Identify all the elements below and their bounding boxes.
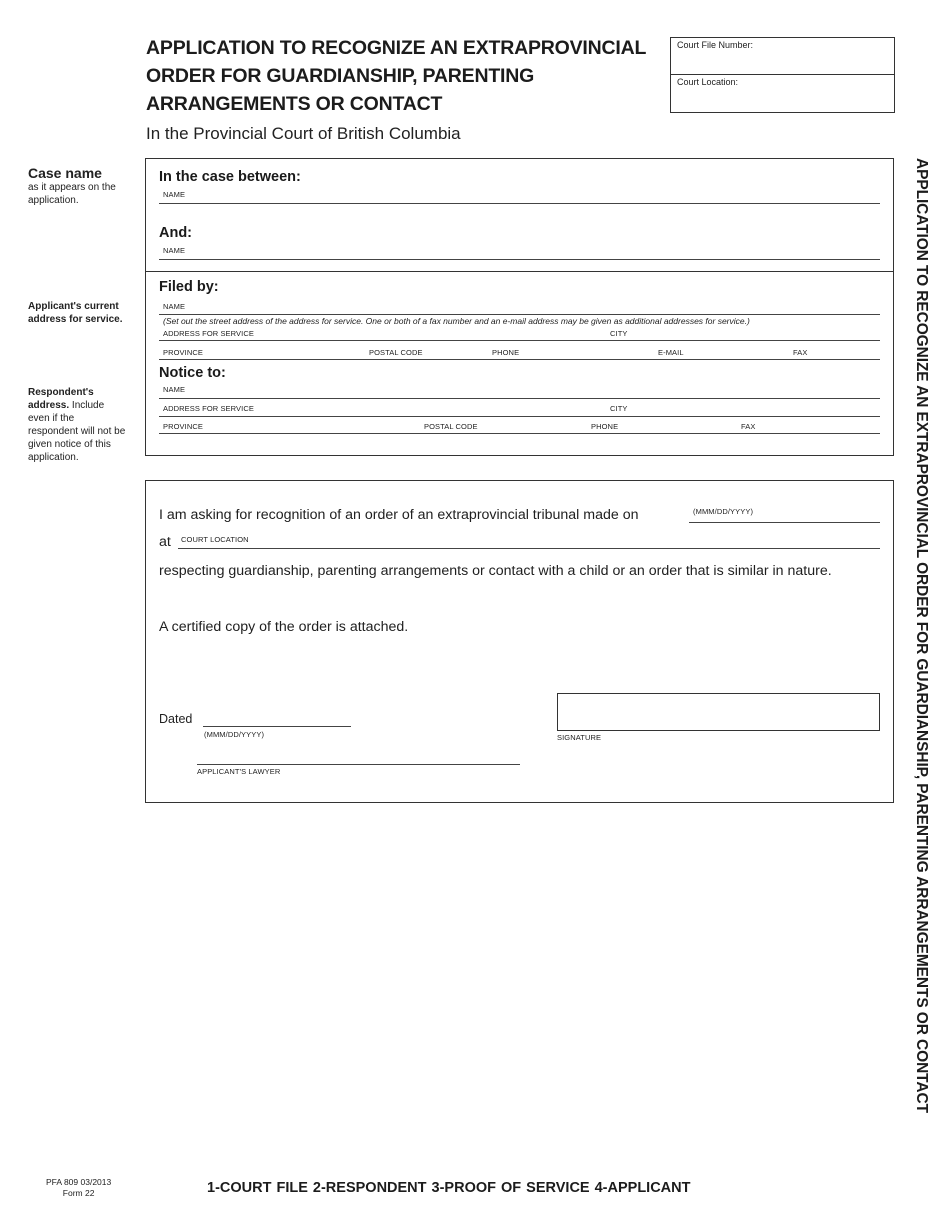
filed-by-heading: Filed by: <box>159 279 219 295</box>
dated-line[interactable] <box>203 726 351 727</box>
address-instruction: (Set out the street address of the address for service. One or both of a fax number and an e-mail address may be given as additional addresses for service.) <box>163 316 750 326</box>
respondent-note-bold: Respondent's address. <box>28 387 94 411</box>
court-file-number-field[interactable] <box>671 38 894 75</box>
dated-label: Dated <box>159 712 193 726</box>
lawyer-label: APPLICANT'S LAWYER <box>197 767 281 776</box>
case-name-title: Case name <box>28 165 102 181</box>
section-divider <box>146 271 893 272</box>
title-line-2: ORDER FOR GUARDIANSHIP, PARENTING <box>146 65 535 87</box>
side-title: APPLICATION TO RECOGNIZE AN EXTRAPROVINCIAL ORDER FOR GUARDIANSHIP, PARENTING ARRANGEMENTS OR CONTACT <box>913 158 930 1113</box>
filed-by-email-label: E-MAIL <box>658 348 684 357</box>
court-location-label: Court Location: <box>677 77 739 87</box>
and-name-line[interactable] <box>159 259 880 260</box>
respondent-address-note <box>28 386 126 464</box>
notice-to-province-label: PROVINCE <box>163 422 203 431</box>
applicant-address-note: Applicant's current address for service. <box>28 301 123 325</box>
and-heading: And: <box>159 225 193 241</box>
filed-by-phone-label: PHONE <box>492 348 520 357</box>
title-line-1: APPLICATION TO RECOGNIZE AN EXTRAPROVINCIAL <box>146 37 647 59</box>
court-file-number-label: Court File Number: <box>677 40 754 50</box>
filed-by-contact-line[interactable] <box>159 359 880 360</box>
filed-by-postal-label: POSTAL CODE <box>369 348 423 357</box>
form-code <box>46 1177 111 1199</box>
name-label-1: NAME <box>163 190 186 199</box>
order-date-hint: (MMM/DD/YYYY) <box>693 507 754 516</box>
filed-by-province-label: PROVINCE <box>163 348 203 357</box>
lawyer-line[interactable] <box>197 764 520 765</box>
certified-copy-text: A certified copy of the order is attached. <box>159 619 409 635</box>
case-name-note <box>28 165 138 207</box>
notice-to-heading: Notice to: <box>159 365 226 381</box>
case-name-description: as it appears on the application. <box>28 182 116 206</box>
parties-section <box>145 158 894 456</box>
court-location-field[interactable] <box>671 75 894 112</box>
notice-to-address-label: ADDRESS FOR SERVICE <box>163 404 254 413</box>
court-file-box <box>670 37 895 113</box>
notice-to-contact-line[interactable] <box>159 433 880 434</box>
case-between-heading: In the case between: <box>159 169 301 185</box>
order-court-location-line[interactable] <box>178 548 880 549</box>
notice-to-address-line[interactable] <box>159 416 880 417</box>
notice-to-fax-label: FAX <box>741 422 756 431</box>
form-number: Form 22 <box>62 1188 95 1198</box>
filed-by-address-line[interactable] <box>159 340 880 341</box>
respondent-note-text: Include even if the respondent will not be given notice of this application. <box>28 400 126 463</box>
notice-to-name-line[interactable] <box>159 398 880 399</box>
notice-to-postal-label: POSTAL CODE <box>424 422 478 431</box>
application-section <box>145 480 894 803</box>
name-label-2: NAME <box>163 246 186 255</box>
filed-by-name-label: NAME <box>163 302 186 311</box>
order-court-location-label: COURT LOCATION <box>181 535 249 544</box>
filed-by-city-label: CITY <box>610 329 628 338</box>
court-subtitle: In the Provincial Court of British Columbia <box>146 124 461 143</box>
notice-to-name-label: NAME <box>163 385 186 394</box>
signature-label: SIGNATURE <box>557 733 602 742</box>
request-text: I am asking for recognition of an order of an extraprovincial tribunal made on <box>159 507 639 523</box>
title-line-3: ARRANGEMENTS OR CONTACT <box>146 93 443 115</box>
order-date-line[interactable] <box>689 522 880 523</box>
notice-to-city-label: CITY <box>610 404 628 413</box>
copy-distribution: 1-COURT FILE 2-RESPONDENT 3-PROOF OF SERVICE 4-APPLICANT <box>207 1180 691 1196</box>
case-between-name-line[interactable] <box>159 203 880 204</box>
form-title <box>146 34 666 118</box>
notice-to-phone-label: PHONE <box>591 422 619 431</box>
form-code-line: PFA 809 03/2013 <box>46 1177 112 1187</box>
filed-by-fax-label: FAX <box>793 348 808 357</box>
filed-by-address-label: ADDRESS FOR SERVICE <box>163 329 254 338</box>
dated-hint: (MMM/DD/YYYY) <box>204 730 265 739</box>
respecting-text: respecting guardianship, parenting arrangements or contact with a child or an order that is similar in nature. <box>159 563 832 579</box>
filed-by-name-line[interactable] <box>159 314 880 315</box>
signature-box[interactable] <box>557 693 880 731</box>
at-text: at <box>159 534 171 550</box>
